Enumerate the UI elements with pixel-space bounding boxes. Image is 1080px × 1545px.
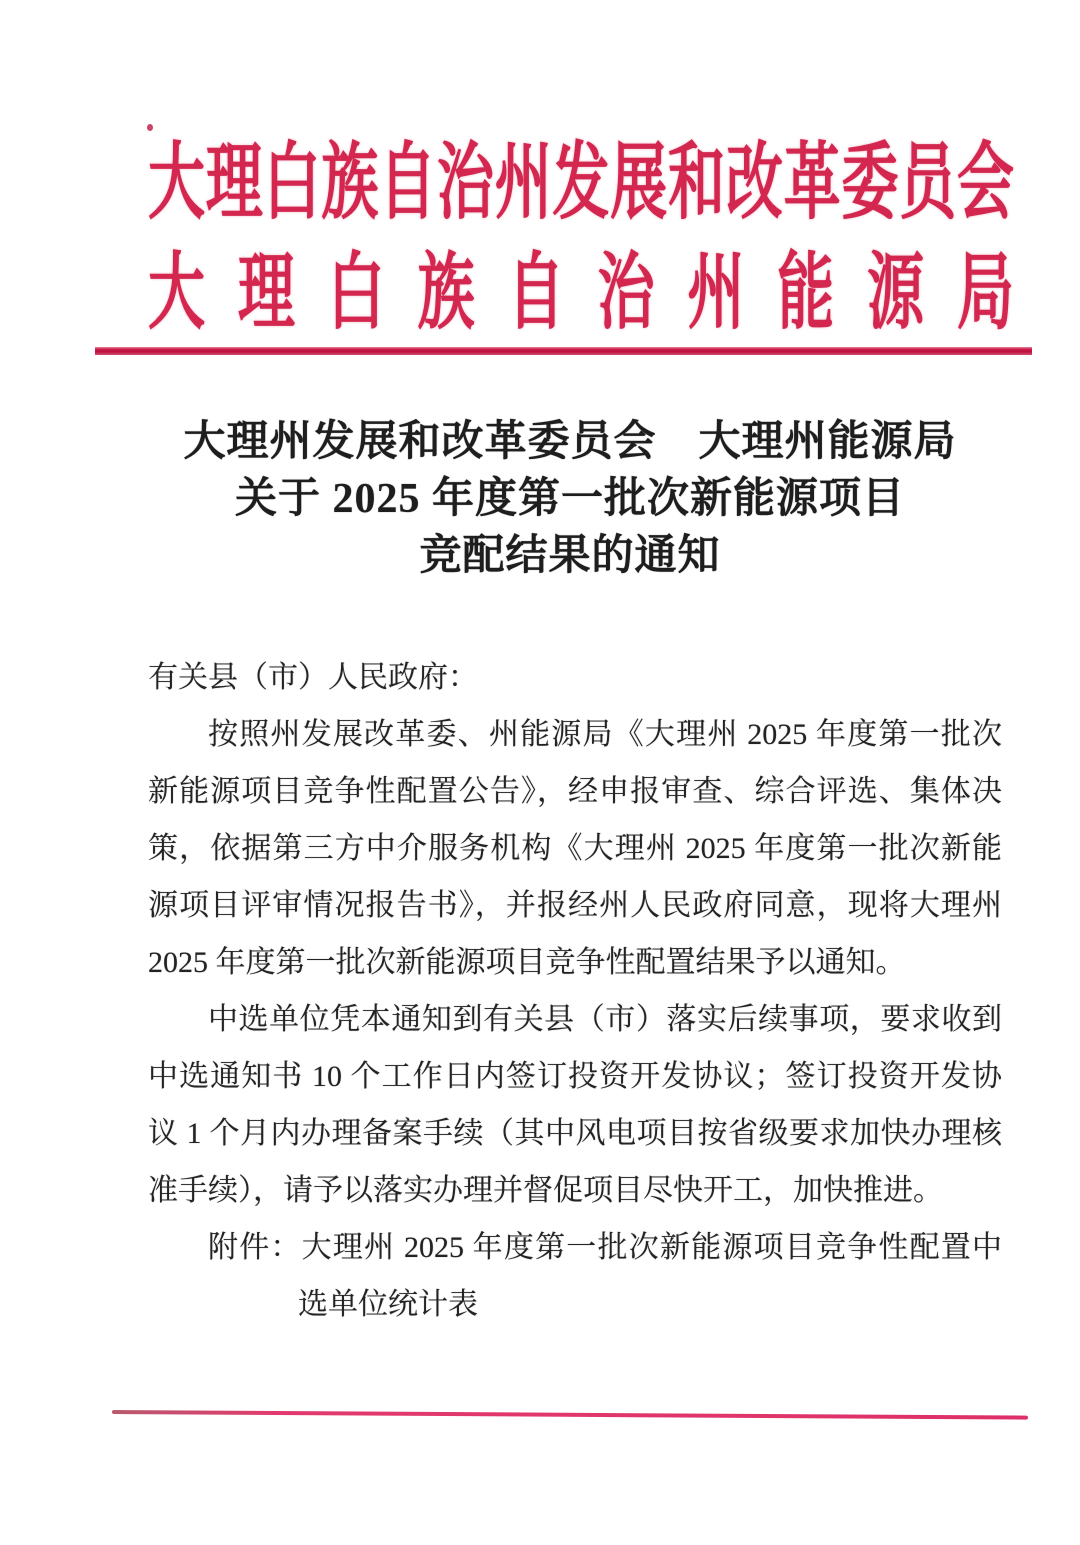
notice-title-line3: 竞配结果的通知 [419,533,721,579]
attachment-note [148,1219,1002,1333]
notice-title-line2: 关于 2025 年度第一批次新能源项目 [234,476,905,522]
notice-title [90,414,1050,585]
notice-title-issuer-2: 大理州能源局 [698,419,957,465]
attachment-label: 附件： [208,1231,302,1264]
scan-artifact-dot [147,124,153,131]
notice-body [148,649,1002,1333]
salutation-line: 有关县（市）人民政府： [148,661,478,694]
notice-title-issuer-1: 大理州发展和改革委员会 [183,419,657,465]
letterhead-org-name-line1: 大理白族自治州发展和改革委员会 [148,137,1014,231]
attachment-text: 大理州 2025 年度第一批次新能源项目竞争性配置中选单位统计表 [298,1231,1002,1321]
letterhead-org-name-line2: 大理白族自治州能源局 [148,247,1014,341]
notice-title-line1 [90,414,1050,471]
page-bottom-edge-line [112,1410,1028,1420]
letterhead-divider-line [95,347,1032,355]
body-paragraph-2: 中选单位凭本通知到有关县（市）落实后续事项，要求收到中选通知书 10 个工作日内签订投资开发协议；签订投资开发协议 1 个月内办理备案手续（其中风电项目按省级要求加快办理核准手续），请予以落实办理并督促项目尽快开工，加快推进。 [148,1003,1002,1207]
body-paragraph-1: 按照州发展改革委、州能源局《大理州 2025 年度第一批次新能源项目竞争性配置公告》，经申报审查、综合评选、集体决策，依据第三方中介服务机构《大理州 2025 年度第一批次新能源项目评审情况报告书》，并报经州人民政府同意，现将大理州 2025 年度第一批次新能源项目竞争性配置结果予以通知。 [148,718,1002,979]
